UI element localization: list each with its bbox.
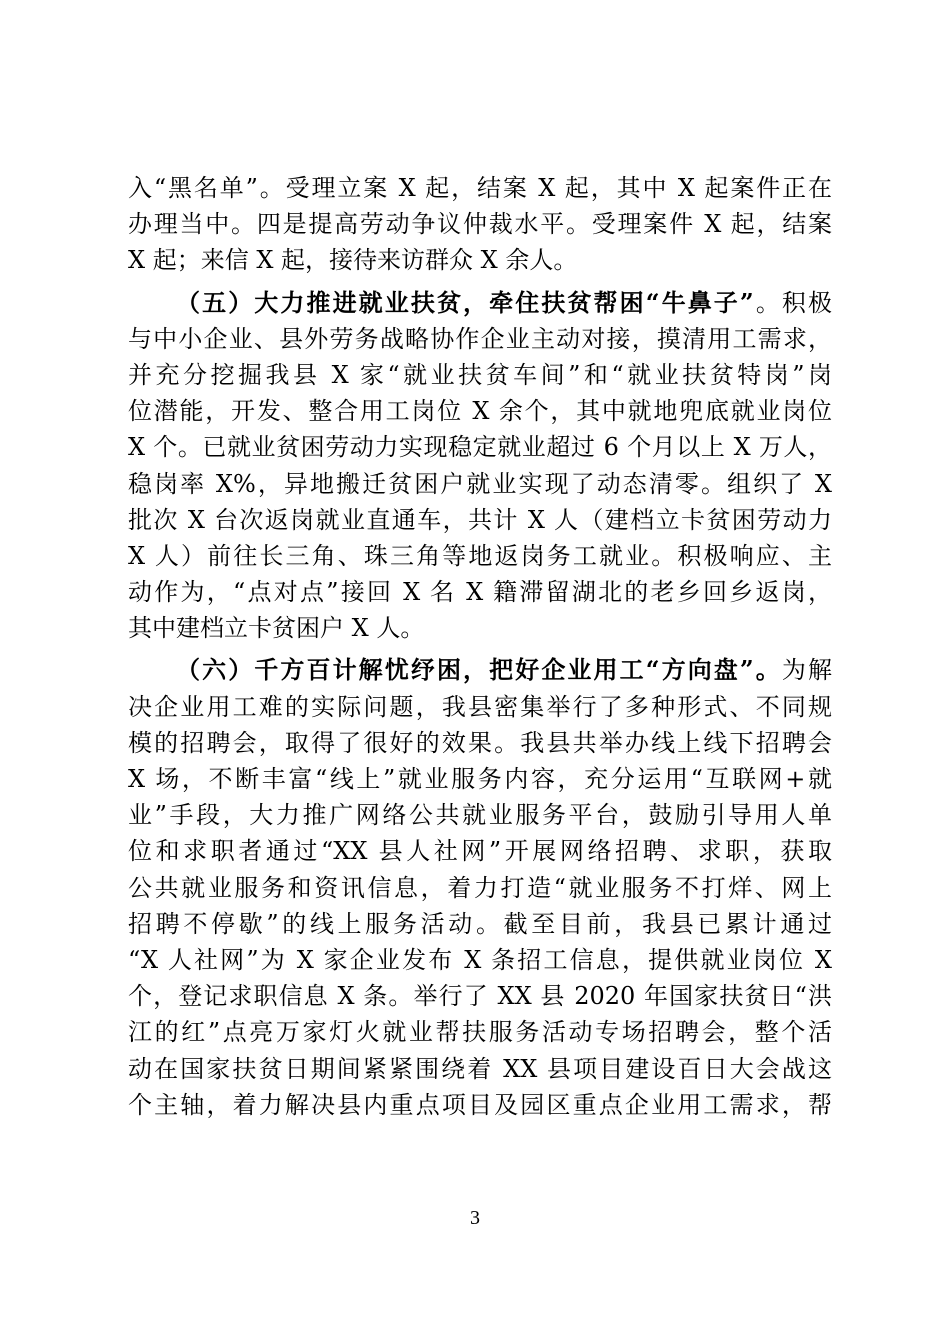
text-line: 江的红”点亮万家灯火就业帮扶服务活动专场招聘会，整个活 xyxy=(128,1018,832,1047)
text-line: 稳岗率 X%，异地搬迁贫困户就业实现了动态清零。组织了 X xyxy=(128,469,832,498)
text-line: 招聘不停歇”的线上服务活动。截至目前，我县已累计通过 xyxy=(128,909,832,938)
text-line xyxy=(128,285,832,321)
text-line: 决企业用工难的实际问题，我县密集举行了多种形式、不同规 xyxy=(128,692,832,721)
page-number: 3 xyxy=(470,1207,480,1229)
text-line: 入“黑名单”。受理立案 X 起，结案 X 起，其中 X 起案件正在 xyxy=(128,174,832,202)
heading-line-rest: 。积极 xyxy=(753,288,832,317)
text-line: “X 人社网”为 X 家企业发布 X 条招工信息，提供就业岗位 X xyxy=(128,945,832,974)
paragraph-continuation xyxy=(128,170,832,279)
text-line: 并充分挖掘我县 X 家“就业扶贫车间”和“就业扶贫特岗”岗 xyxy=(128,360,832,389)
text-line: 办理当中。四是提高劳动争议仲裁水平。受理案件 X 起，结案 xyxy=(128,210,832,239)
text-line: 业”手段，大力推广网络公共就业服务平台，鼓励引导用人单 xyxy=(128,801,832,830)
paragraph-enterprise-employment xyxy=(128,652,832,1122)
paragraph-employment-poverty-alleviation xyxy=(128,285,832,647)
text-line: 与中小企业、县外劳务战略协作企业主动对接，摸清用工需求， xyxy=(128,324,832,353)
text-line: 批次 X 台次返岗就业直通车，共计 X 人（建档立卡贫困劳动力 xyxy=(128,505,832,534)
text-line: 其中建档立卡贫困户 X 人。 xyxy=(128,614,425,643)
text-line: 位潜能，开发、整合用工岗位 X 余个，其中就地兜底就业岗位 xyxy=(128,397,832,426)
text-line: 动作为，“点对点”接回 X 名 X 籍滞留湖北的老乡回乡返岗， xyxy=(128,578,832,607)
text-line: X 个。已就业贫困劳动力实现稳定就业超过 6 个月以上 X 万人， xyxy=(128,433,832,462)
body-text xyxy=(128,170,832,1123)
text-line: 公共就业服务和资讯信息，着力打造“就业服务不打烊、网上 xyxy=(128,873,832,902)
section-heading: （六）千方百计解忧纾困，把好企业用工“方向盘”。 xyxy=(176,655,782,685)
text-line: 位和求职者通过“XX 县人社网”开展网络招聘、求职，获取 xyxy=(128,837,832,866)
text-line xyxy=(128,652,832,688)
section-heading: （五）大力推进就业扶贫，牵住扶贫帮困“牛鼻子” xyxy=(176,287,754,317)
text-line: X 人）前往长三角、珠三角等地返岗务工就业。积极响应、主 xyxy=(128,541,832,570)
text-line: 个主轴，着力解决县内重点项目及园区重点企业用工需求，帮 xyxy=(128,1090,832,1119)
text-line: X 起；来信 X 起，接待来访群众 X 余人。 xyxy=(128,246,578,275)
text-line: X 场，不断丰富“线上”就业服务内容，充分运用“互联网+就 xyxy=(128,765,832,793)
text-line: 模的招聘会，取得了很好的效果。我县共举办线上线下招聘会 xyxy=(128,728,832,757)
text-line: 个，登记求职信息 X 条。举行了 XX 县 2020 年国家扶贫日“洪 xyxy=(128,982,832,1011)
text-line: 动在国家扶贫日期间紧紧围绕着 XX 县项目建设百日大会战这 xyxy=(128,1054,832,1083)
heading-line-rest: 为解 xyxy=(781,656,832,685)
